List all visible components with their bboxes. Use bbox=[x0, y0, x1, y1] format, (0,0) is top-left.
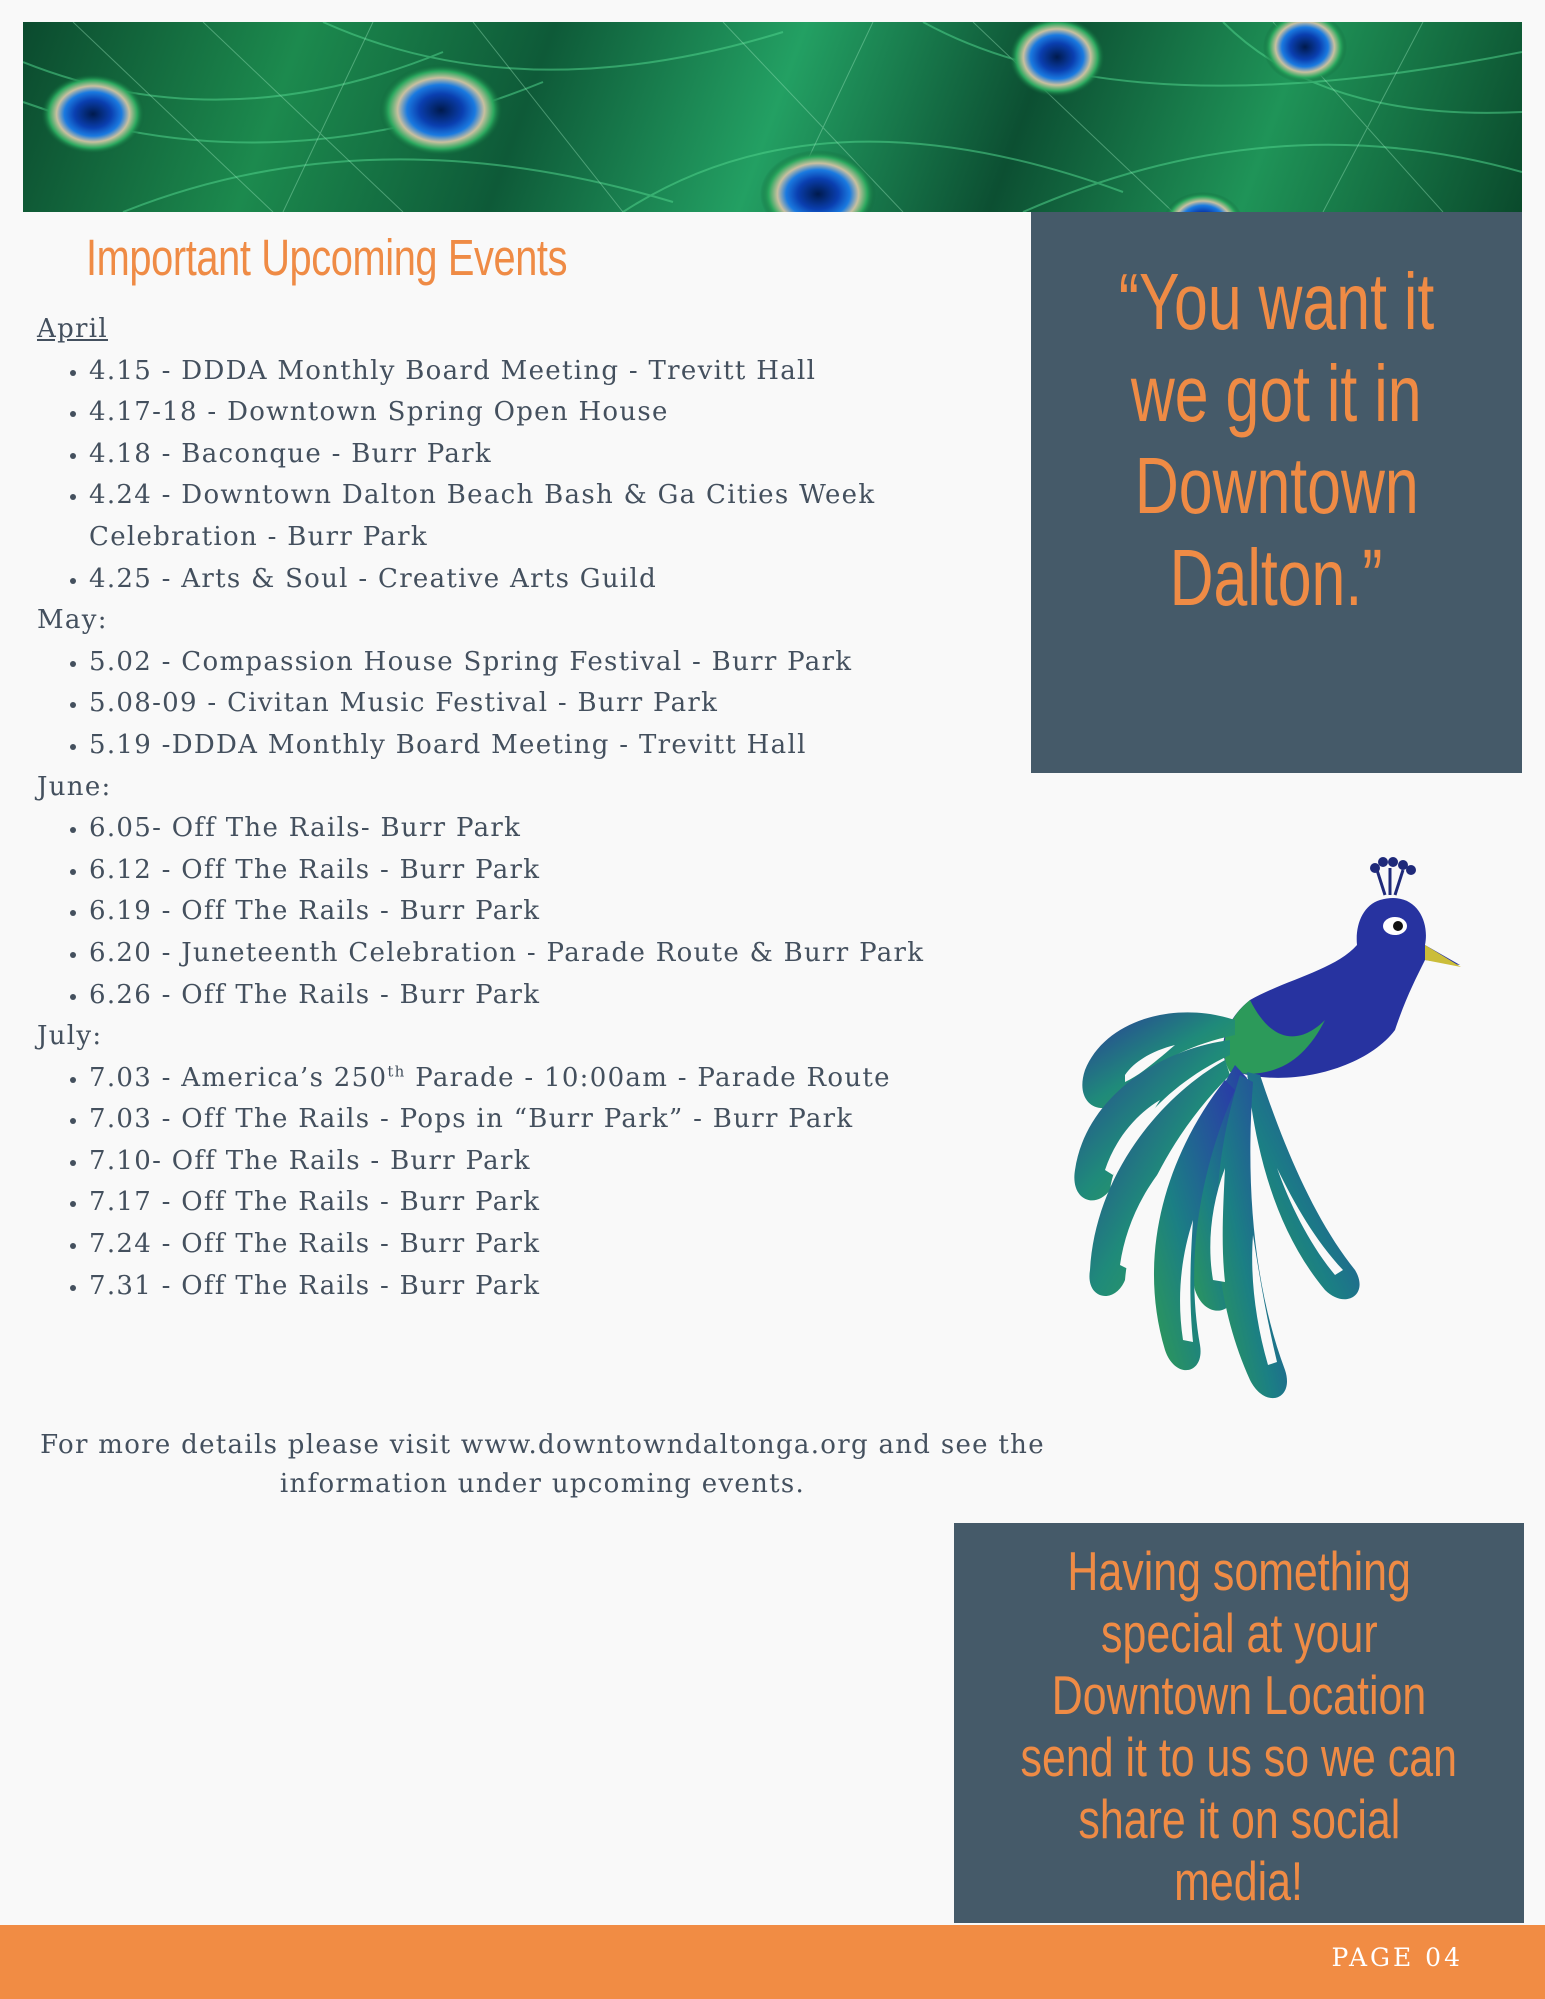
month-april-heading: April bbox=[37, 314, 108, 344]
feather-pattern-illustration bbox=[23, 22, 1522, 212]
share-line: send it to us so we can bbox=[1020, 1726, 1458, 1788]
event-text: Parade - 10:00am - Parade Route bbox=[405, 1062, 891, 1093]
event-item: • 6.26 - Off The Rails - Burr Park bbox=[89, 975, 1027, 1017]
event-item: • 4.24 - Downtown Dalton Beach Bash & Ga Cities Week Celebration - Burr Park bbox=[89, 475, 1027, 558]
details-line: For more details please visit www.downtowndaltonga.org and see the bbox=[40, 1430, 1045, 1460]
details-line: information under upcoming events. bbox=[279, 1469, 806, 1499]
quote-text bbox=[1031, 256, 1522, 624]
share-line: Downtown Location bbox=[1051, 1664, 1427, 1726]
events-heading: Important Upcoming Events bbox=[86, 229, 568, 286]
share-line: share it on social bbox=[1078, 1788, 1400, 1850]
events-list bbox=[37, 309, 1027, 1307]
event-item: • 7.10- Off The Rails - Burr Park bbox=[89, 1141, 1027, 1183]
quote-line: Downtown bbox=[1134, 441, 1419, 530]
event-item: • 6.20 - Juneteenth Celebration - Parade Route & Burr Park bbox=[89, 933, 1027, 975]
may-events bbox=[37, 642, 1027, 767]
event-item: • 7.17 - Off The Rails - Burr Park bbox=[89, 1182, 1027, 1224]
month-july-heading: July: bbox=[37, 1021, 103, 1052]
june-events bbox=[37, 808, 1027, 1016]
share-panel bbox=[954, 1523, 1524, 1923]
event-item: • 4.17-18 - Downtown Spring Open House bbox=[89, 392, 1027, 434]
footer-bar bbox=[0, 1925, 1545, 1999]
ordinal-suffix: th bbox=[387, 1062, 406, 1081]
event-text: 7.03 - America’s 250 bbox=[89, 1062, 388, 1093]
event-item: • 7.24 - Off The Rails - Burr Park bbox=[89, 1224, 1027, 1266]
quote-line: we got it in bbox=[1131, 349, 1422, 438]
quote-line: “You want it bbox=[1118, 257, 1435, 346]
share-line: special at your bbox=[1100, 1602, 1378, 1664]
july-events bbox=[37, 1058, 1027, 1308]
event-item: • 5.19 -DDDA Monthly Board Meeting - Trevitt Hall bbox=[89, 725, 1027, 767]
april-events bbox=[37, 351, 1027, 601]
event-item: • 5.08-09 - Civitan Music Festival - Burr Park bbox=[89, 683, 1027, 725]
event-item: • 6.12 - Off The Rails - Burr Park bbox=[89, 850, 1027, 892]
quote-panel bbox=[1031, 212, 1522, 773]
peacock-feather-banner bbox=[23, 22, 1522, 212]
event-item: • 6.19 - Off The Rails - Burr Park bbox=[89, 891, 1027, 933]
event-item: • 7.31 - Off The Rails - Burr Park bbox=[89, 1266, 1027, 1308]
details-note bbox=[40, 1426, 1045, 1504]
month-june-heading: June: bbox=[37, 771, 112, 802]
share-text bbox=[954, 1540, 1524, 1912]
event-item: • 4.15 - DDDA Monthly Board Meeting - Trevitt Hall bbox=[89, 351, 1027, 393]
peacock-illustration bbox=[985, 850, 1465, 1460]
page-number: PAGE 04 bbox=[1331, 1943, 1463, 1972]
peacock-crest bbox=[1370, 857, 1416, 895]
quote-line: Dalton.” bbox=[1170, 533, 1383, 622]
event-item: • 4.25 - Arts & Soul - Creative Arts Guild bbox=[89, 559, 1027, 601]
event-item: • 6.05- Off The Rails- Burr Park bbox=[89, 808, 1027, 850]
event-item bbox=[89, 1058, 1027, 1100]
event-item: • 4.18 - Baconque - Burr Park bbox=[89, 434, 1027, 476]
share-line: media! bbox=[1174, 1850, 1304, 1912]
event-item: • 5.02 - Compassion House Spring Festival - Burr Park bbox=[89, 642, 1027, 684]
month-may-heading: May: bbox=[37, 605, 108, 636]
event-item: • 7.03 - Off The Rails - Pops in “Burr Park” - Burr Park bbox=[89, 1099, 1027, 1141]
share-line: Having something bbox=[1067, 1540, 1411, 1602]
